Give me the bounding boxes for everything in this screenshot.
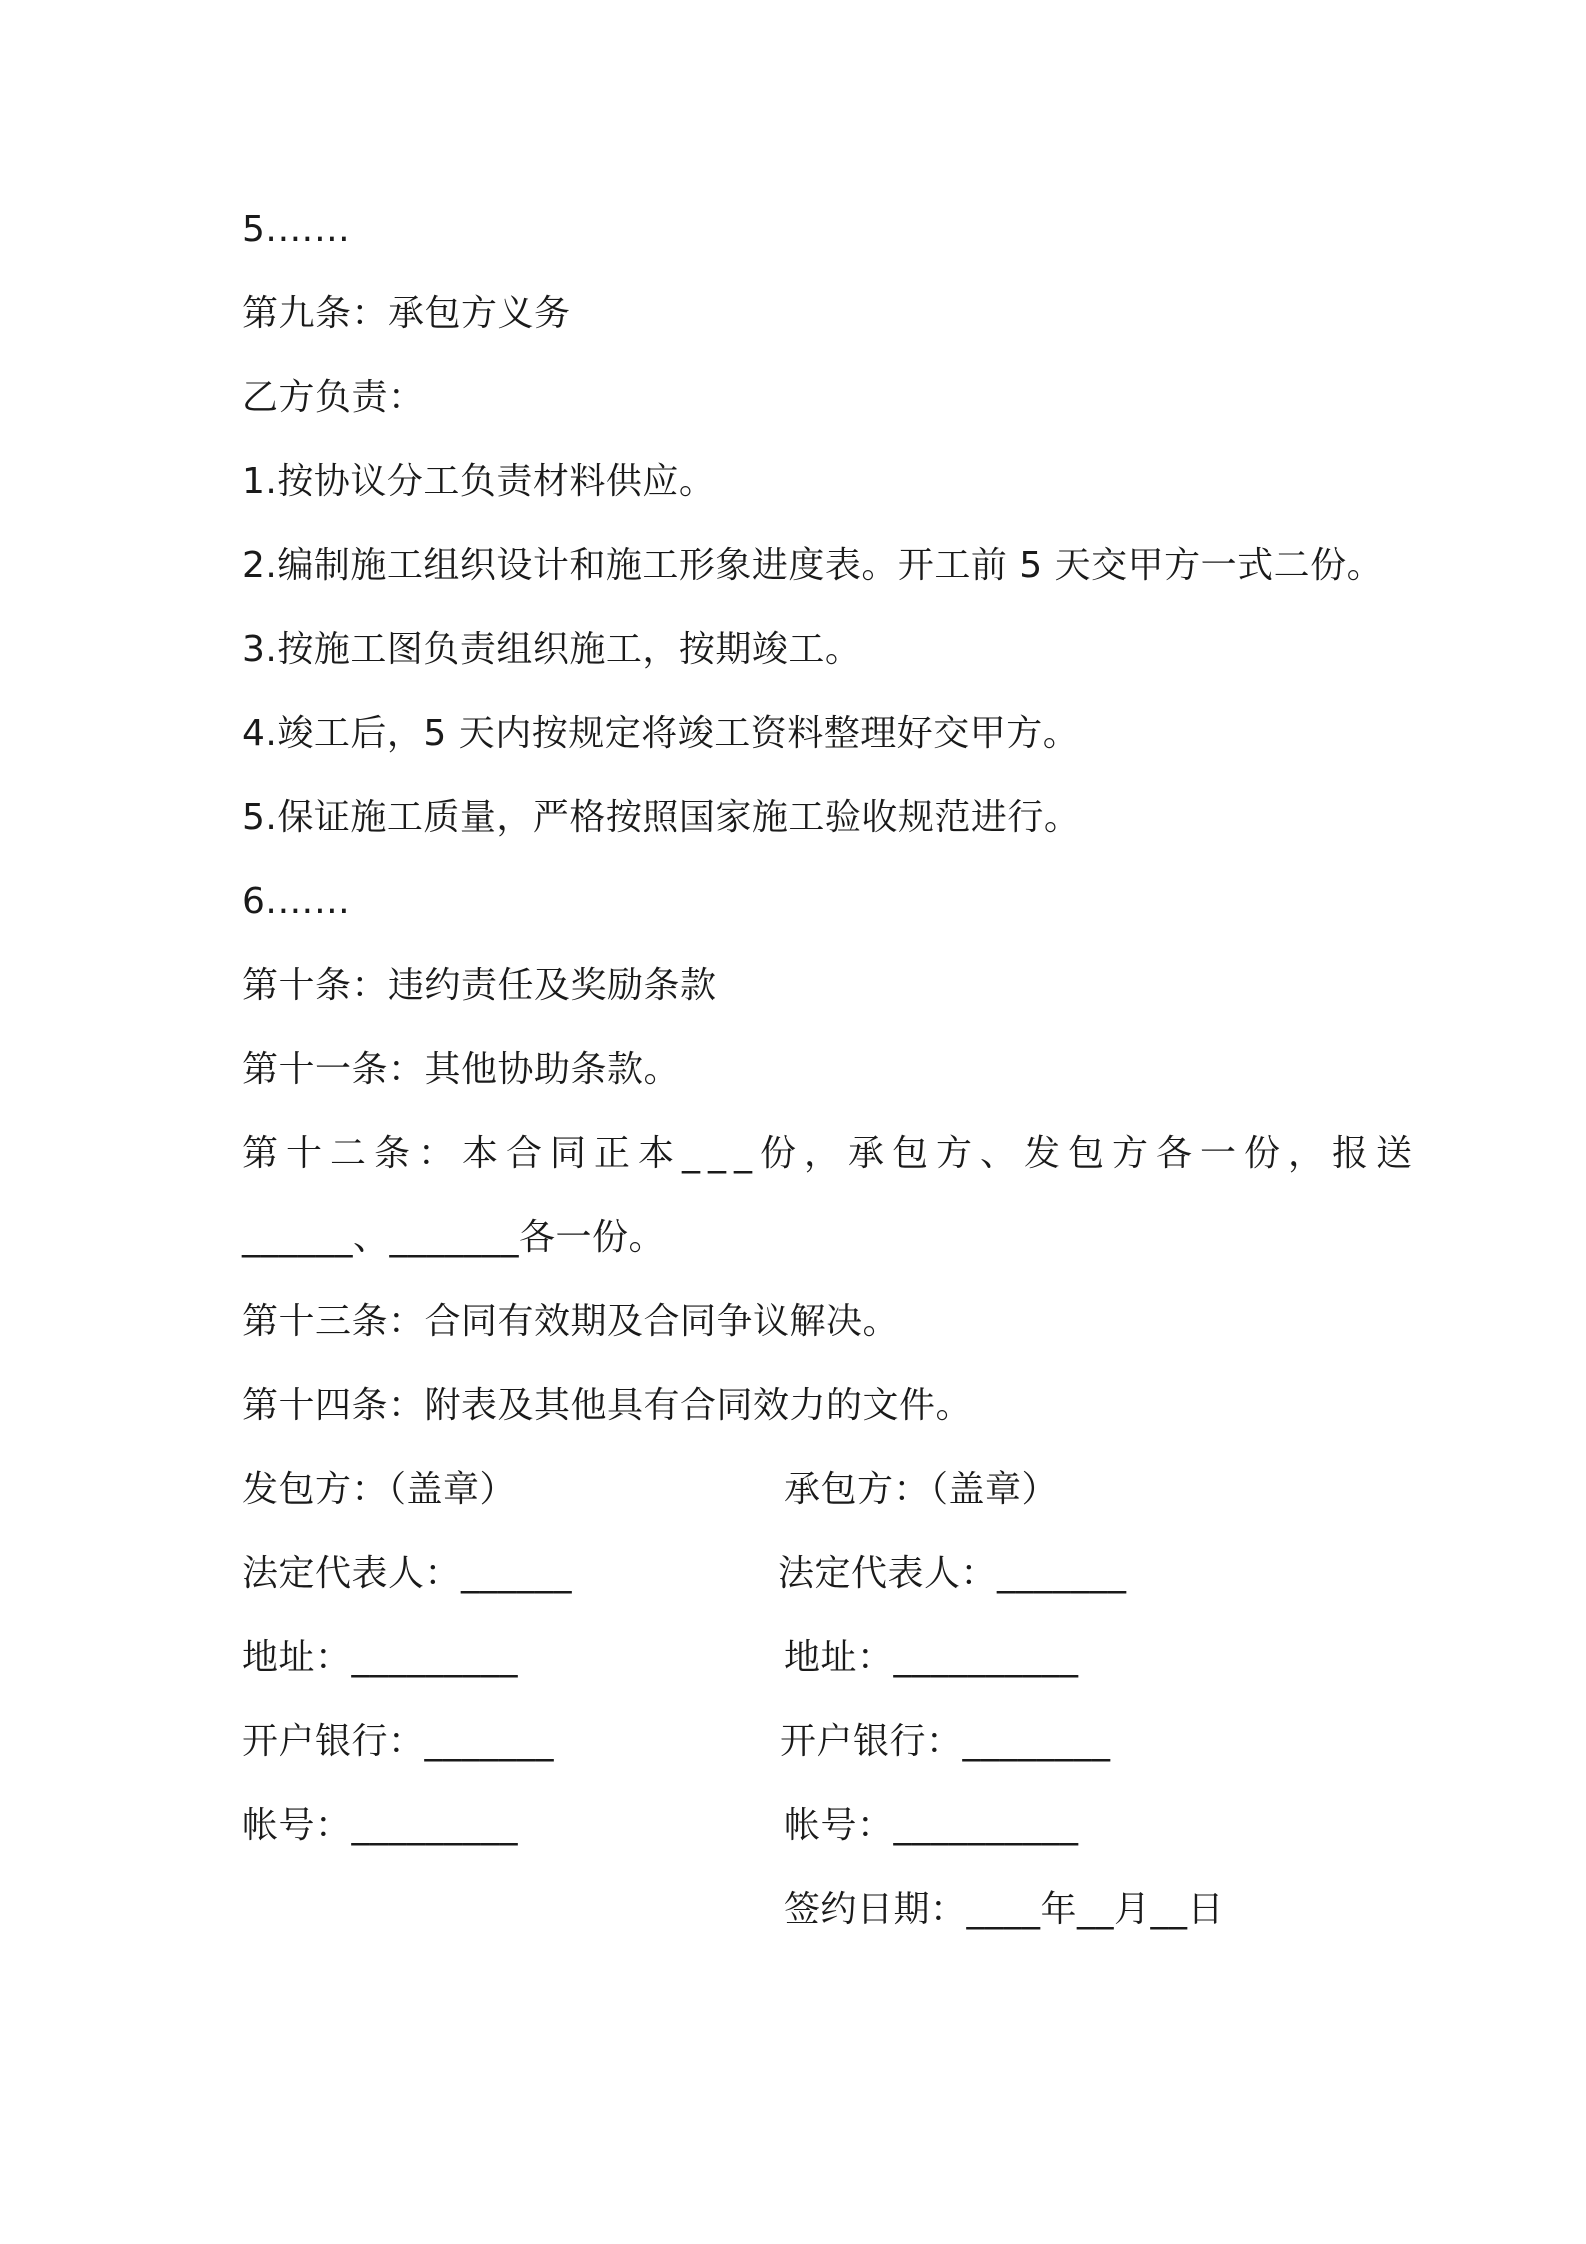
clause-item-5-ellipsis: 5.…… — [242, 209, 351, 250]
contractor-account: 帐号：__________ — [784, 1805, 1079, 1846]
clause-14-heading: 第十四条：附表及其他具有合同效力的文件。 — [242, 1385, 973, 1426]
contractor-issuer-legal-rep: 法定代表人：______ — [242, 1553, 573, 1594]
contractor-seal: 承包方：（盖章） — [784, 1469, 1059, 1510]
clause-11-heading: 第十一条：其他协助条款。 — [242, 1049, 681, 1090]
clause-9-item-5: 5.保证施工质量，严格按照国家施工验收规范进行。 — [242, 797, 1081, 838]
signing-date: 签约日期：____年__月__日 — [784, 1889, 1225, 1930]
contractor-issuer-account: 帐号：_________ — [242, 1805, 519, 1846]
contractor-legal-rep: 法定代表人：_______ — [778, 1553, 1127, 1594]
clause-12-line-2: ______、_______各一份。 — [242, 1217, 666, 1258]
clause-10-heading: 第十条：违约责任及奖励条款 — [242, 965, 717, 1006]
contractor-address: 地址：__________ — [784, 1637, 1079, 1678]
clause-9-item-3: 3.按施工图负责组织施工，按期竣工。 — [242, 629, 862, 670]
party-b-responsible-heading: 乙方负责： — [242, 377, 425, 418]
contractor-issuer-bank: 开户银行：_______ — [242, 1721, 555, 1762]
contractor-issuer-seal: 发包方：（盖章） — [242, 1469, 517, 1510]
clause-12-line-1: 第十二条：本合同正本___份，承包方、发包方各一份，报送 — [242, 1133, 1421, 1174]
clause-9-heading: 第九条：承包方义务 — [242, 293, 571, 334]
contractor-issuer-address: 地址：_________ — [242, 1637, 519, 1678]
clause-9-item-4: 4.竣工后，5 天内按规定将竣工资料整理好交甲方。 — [242, 713, 1080, 754]
clause-9-item-6-ellipsis: 6.…… — [242, 881, 351, 922]
clause-13-heading: 第十三条：合同有效期及合同争议解决。 — [242, 1301, 900, 1342]
clause-9-item-2: 2.编制施工组织设计和施工形象进度表。开工前 5 天交甲方一式二份。 — [242, 545, 1384, 586]
clause-9-item-1: 1.按协议分工负责材料供应。 — [242, 461, 716, 502]
contractor-bank: 开户银行：________ — [780, 1721, 1111, 1762]
